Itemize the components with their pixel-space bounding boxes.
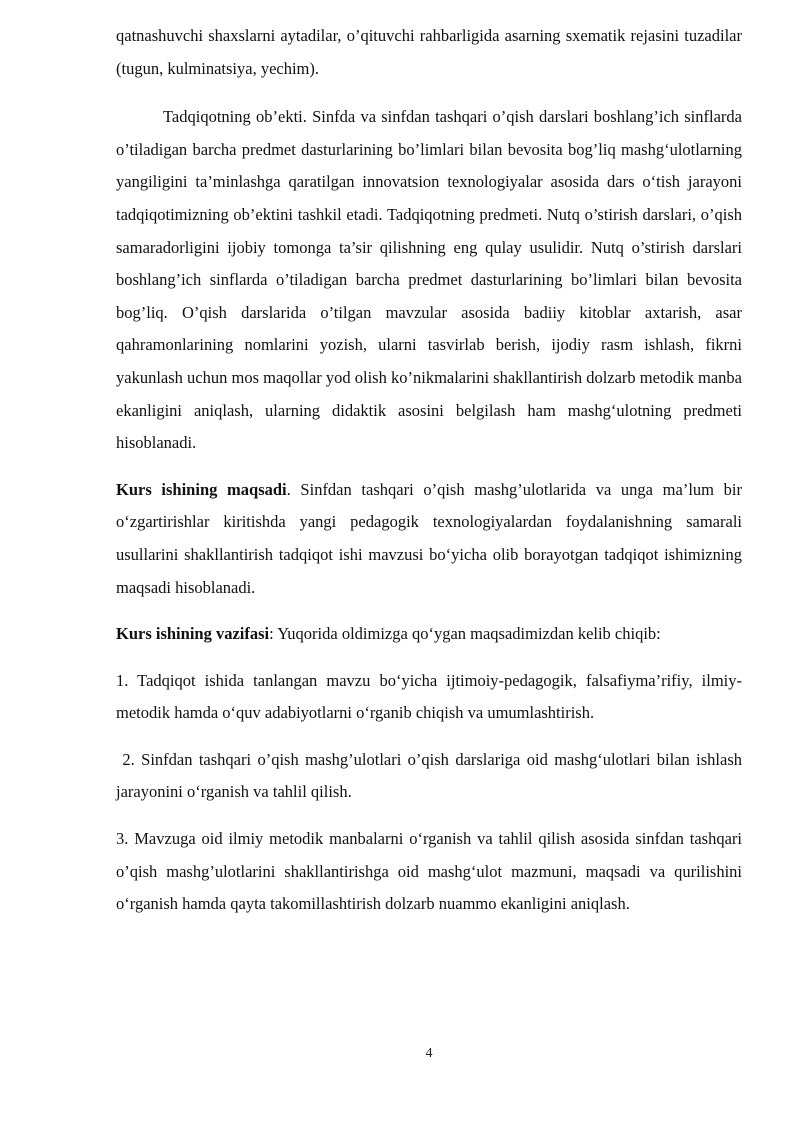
task-item-3: 3. Mavzuga oid ilmiy metodik manbalarni o‘rganish va tahlil qilish asosida sinfdan tashqari o’qish mashg’ulotlarini shakllantirishga oid mashg‘ulot mazmuni, maqsadi va qurilishini o‘rganish hamda qayta takomillashtirish dolzarb nuammo ekanligini aniqlash.: [116, 829, 742, 914]
course-goal-heading: Kurs ishining maqsadi: [116, 479, 287, 499]
paragraph-research-object: Tadqiqotning ob’ekti. Sinfda va sinfdan tashqari o’qish darslari boshlang’ich sinflarda o’tiladigan barcha predmet dasturlarining bo’limlari bilan bevosita bog’liq mashg‘ulotlarning yangiligini ta’minlashga qaratilgan innovatsion texnologiyalar asosida dars o‘tish jarayoni tadqiqotimizning ob’ektini tashkil etadi. Tadqiqotning predmeti. Nutq o’stirish darslari, o’qish samaradorligini ijobiy tomonga ta’sir qilishning eng qulay usulidir. Nutq o’stirish darslari boshlang’ich sinflarda o’tiladigan barcha predmet dasturlarining bo’limlari bilan bevosita bog’liq. O’qish darslarida o’tilgan mavzular asosida badiiy kitoblar axtarish, asar qahramonlarining nomlarini yozish, ularni tasvirlab berish, ijodiy rasm ishlash, fikrni yakunlash uchun mos maqollar yod olish ko’nikmalarini shakllantirish dolzarb metodik manba ekanligini aniqlash, ularning didaktik asosini belgilash ham mashg‘ulotning predmeti hisoblanadi.: [116, 107, 742, 453]
paragraph-course-goal: [116, 474, 742, 604]
course-tasks-text: : Yuqorida oldimizga qo‘ygan maqsadimizdan kelib chiqib:: [269, 624, 661, 644]
task-item-2: 2. Sinfdan tashqari o’qish mashg’ulotlari o’qish darslariga oid mashg‘ulotlari bilan ishlash jarayonini o‘rganish va tahlil qilish.: [116, 749, 747, 802]
course-goal-text: . Sinfdan tashqari o’qish mashg’ulotlarida va unga ma’lum bir o‘zgartirishlar kiritishda yangi pedagogik texnologiyalardan foydalanishning samarali usullarini shakllantirish tadqiqot ishi mavzusi bo‘yicha olib borayotgan tadqiqot ishimizning maqsadi hisoblanadi.: [116, 479, 742, 597]
document-page: [116, 20, 747, 921]
paragraph-course-tasks: [116, 618, 742, 651]
page-number: 4: [425, 1046, 433, 1061]
task-item-1: 1. Tadqiqot ishida tanlangan mavzu bo‘yicha ijtimoiy-pedagogik, falsafiyma’rifiy, ilmiy-metodik hamda o‘quv adabiyotlarni o‘rganib chiqish va umumlashtirish.: [116, 670, 742, 723]
paragraph-intro-continuation: qatnashuvchi shaxslarni aytadilar, o’qituvchi rahbarligida asarning sxematik rejasini tuzadilar (tugun, kulminatsiya, yechim).: [116, 26, 742, 78]
course-tasks-heading: Kurs ishining vazifasi: [116, 624, 270, 644]
